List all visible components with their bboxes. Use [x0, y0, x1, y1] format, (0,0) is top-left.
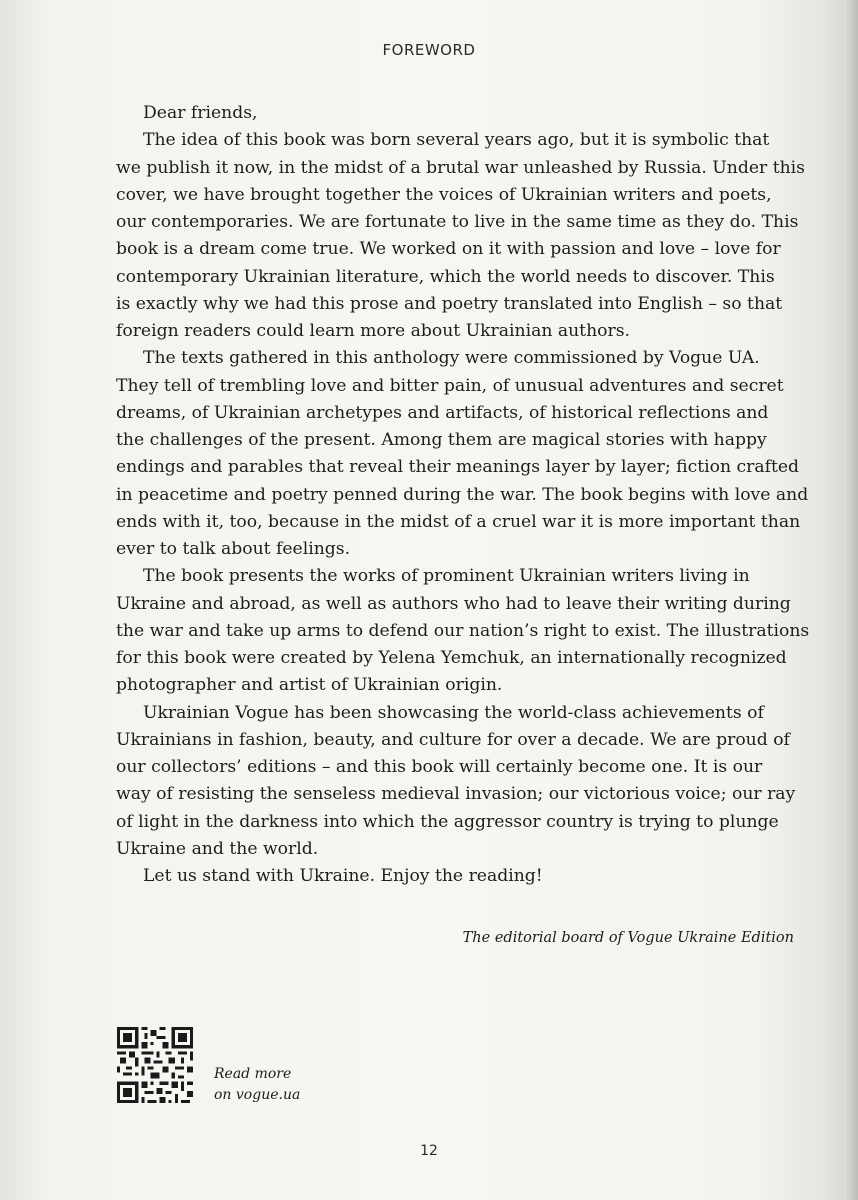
text-line: They tell of trembling love and bitter pain, of unusual adventures and secret [116, 375, 784, 396]
text-line: foreign readers could learn more about Ukrainian authors. [116, 321, 630, 341]
page-edge [844, 0, 858, 1200]
page-title: FOREWORD [382, 41, 476, 59]
text-line: of light in the darkness into which the aggressor country is trying to plunge [116, 811, 779, 832]
text-line: The idea of this book was born several years ago, but it is symbolic that [143, 130, 770, 151]
text-line: book is a dream come true. We worked on it with passion and love – love for [116, 239, 781, 260]
text-line: photographer and artist of Ukrainian origin. [116, 675, 503, 696]
read-more-link[interactable] [214, 1064, 300, 1106]
text-line: Ukraine and the world. [116, 838, 319, 859]
foreword-body [116, 100, 816, 890]
text-line: ever to talk about feelings. [116, 539, 351, 559]
text-line: our contemporaries. We are fortunate to live in the same time as they do. This [116, 212, 799, 232]
text-line: Dear friends, [143, 103, 258, 123]
text-line: ends with it, too, because in the midst of a cruel war it is more important than [116, 511, 801, 532]
text-line: we publish it now, in the midst of a brutal war unleashed by Russia. Under this [116, 157, 805, 178]
text-line: is exactly why we had this prose and poetry translated into English – so that [116, 293, 783, 314]
text-line: way of resisting the senseless medieval invasion; our victorious voice; our ray [116, 784, 796, 805]
text-line: in peacetime and poetry penned during the war. The book begins with love and [116, 484, 809, 505]
text-line: Let us stand with Ukraine. Enjoy the reading! [143, 866, 543, 886]
text-line: the war and take up arms to defend our nation’s right to exist. The illustrations [116, 620, 810, 641]
text-line: endings and parables that reveal their meanings layer by layer; fiction crafted [116, 457, 800, 478]
text-line: our collectors’ editions – and this book will certainly become one. It is our [116, 757, 763, 777]
text-line: The texts gathered in this anthology were commissioned by Vogue UA. [143, 348, 760, 369]
page-number: 12 [420, 1143, 438, 1159]
text-line: dreams, of Ukrainian archetypes and artifacts, of historical reflections and [116, 402, 769, 423]
text-line: for this book were created by Yelena Yemchuk, an internationally recognized [116, 648, 787, 668]
read-more-url: on vogue.ua [214, 1087, 301, 1103]
text-line: Ukrainian Vogue has been showcasing the world-class achievements of [143, 702, 764, 723]
qr-code-icon[interactable] [117, 1027, 193, 1103]
read-more-line: Read more [214, 1066, 292, 1082]
signature: The editorial board of Vogue Ukraine Edition [462, 930, 794, 946]
text-line: the challenges of the present. Among them are magical stories with happy [116, 430, 767, 450]
text-line: cover, we have brought together the voices of Ukrainian writers and poets, [116, 184, 772, 205]
text-line: Ukrainians in fashion, beauty, and culture for over a decade. We are proud of [116, 729, 790, 750]
text-line: The book presents the works of prominent Ukrainian writers living in [143, 566, 750, 587]
text-line: contemporary Ukrainian literature, which the world needs to discover. This [116, 266, 775, 287]
text-line: Ukraine and abroad, as well as authors who had to leave their writing during [116, 593, 791, 614]
